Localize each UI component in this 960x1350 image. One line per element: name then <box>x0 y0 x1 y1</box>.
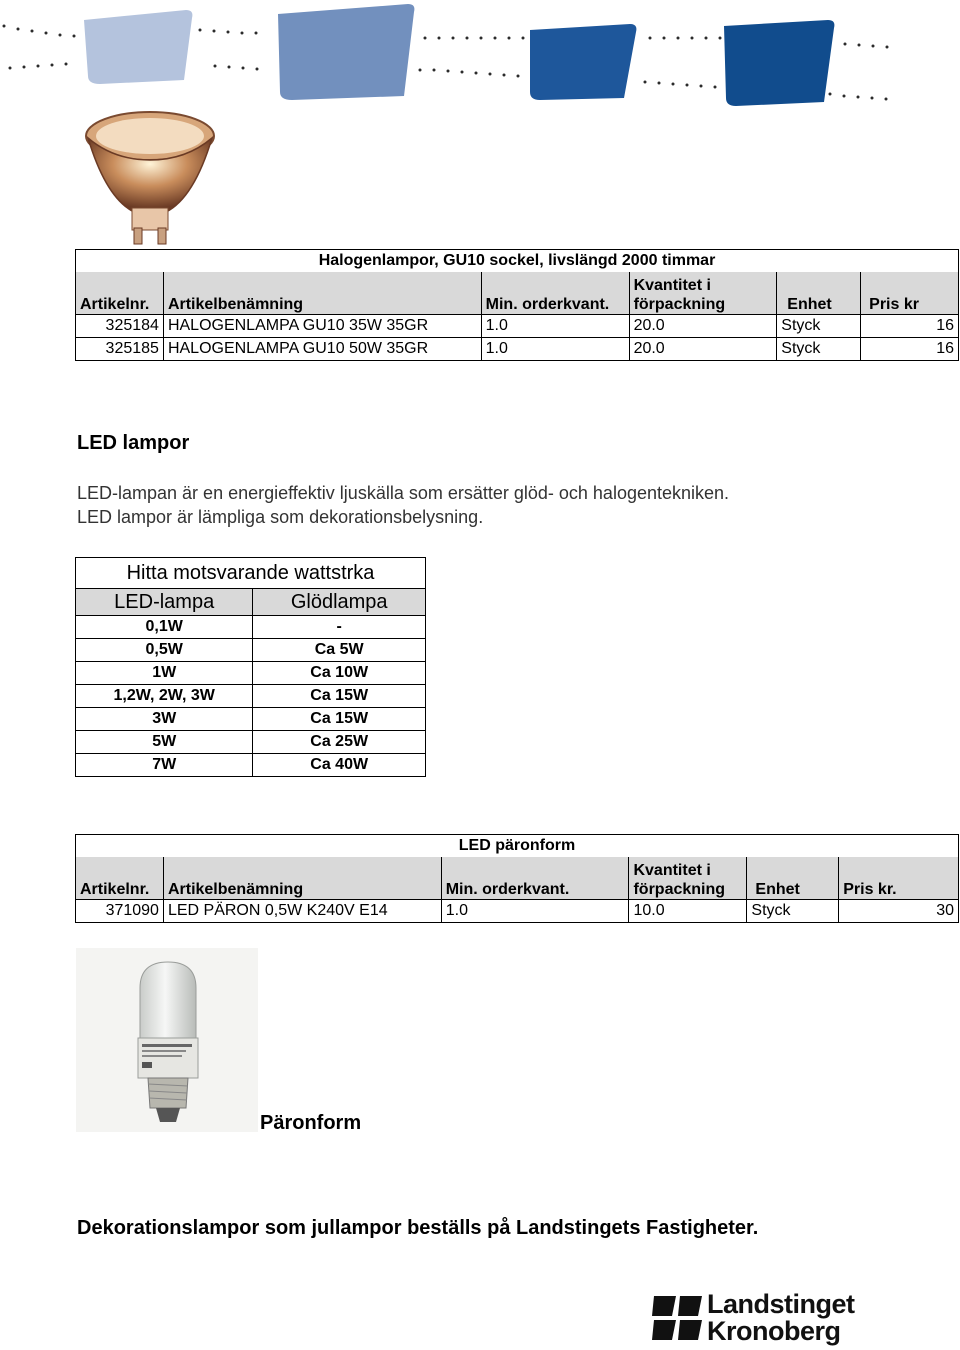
logo-line1: Landstinget <box>707 1289 855 1319</box>
header-led-lampa: LED-lampa <box>76 589 253 616</box>
table-row <box>76 662 426 685</box>
cell-enhet: Styck <box>777 338 861 361</box>
cell-pris: 16 <box>861 315 959 338</box>
deco-shape-3 <box>530 24 636 100</box>
cell-led: 3W <box>76 708 253 731</box>
header-kvantitet-line1: Kvantitet i <box>633 277 711 294</box>
cell-led: 1,2W, 2W, 3W <box>76 685 253 708</box>
footer-note: Dekorationslampor som jullampor beställs på Landstingets Fastigheter. <box>77 1217 759 1239</box>
header-artikelbenamning: Artikelbenämning <box>163 272 481 315</box>
cell-enhet: Styck <box>777 315 861 338</box>
cell-min-orderkvant: 1.0 <box>481 315 629 338</box>
cell-led: 0,5W <box>76 639 253 662</box>
cell-glod: Ca 40W <box>253 754 426 777</box>
pear-image-label: Päronform <box>260 1112 362 1134</box>
deco-shape-2 <box>278 4 414 100</box>
halogen-product-table <box>75 249 959 361</box>
header-min-orderkvant: Min. orderkvant. <box>441 857 629 900</box>
deco-shape-4 <box>724 20 834 106</box>
led-paragraph-line1: LED-lampan är en energieffektiv ljuskälla som ersätter glöd- och halogentekniken. <box>77 483 730 503</box>
cell-kvantitet: 20.0 <box>629 338 777 361</box>
table-row <box>76 639 426 662</box>
header-pris: Pris kr <box>861 272 959 315</box>
cell-pris: 16 <box>861 338 959 361</box>
cell-glod: - <box>253 616 426 639</box>
cell-led: 1W <box>76 662 253 685</box>
header-kvantitet-line2: förpackning <box>633 881 726 898</box>
cell-artikelnr: 371090 <box>76 900 164 923</box>
header-glodlampa: Glödlampa <box>253 589 426 616</box>
header-pris: Pris kr. <box>839 857 959 900</box>
header-kvantitet-line2: förpackning <box>633 296 726 313</box>
header-enhet: Enhet <box>747 857 839 900</box>
cell-glod: Ca 5W <box>253 639 426 662</box>
cell-artikelbenamning: HALOGENLAMPA GU10 50W 35GR <box>163 338 481 361</box>
table-row <box>76 708 426 731</box>
header-kvantitet-line1: Kvantitet i <box>633 862 711 879</box>
header-artikelnr: Artikelnr. <box>76 857 164 900</box>
led-heading: LED lampor <box>77 432 190 454</box>
cell-artikelbenamning: LED PÄRON 0,5W K240V E14 <box>163 900 441 923</box>
led-pear-bulb-image <box>76 948 258 1132</box>
header-min-orderkvant: Min. orderkvant. <box>481 272 629 315</box>
cell-led: 0,1W <box>76 616 253 639</box>
header-artikelnr: Artikelnr. <box>76 272 164 315</box>
led-paragraph-line2: LED lampor är lämpliga som dekorationsbelysning. <box>77 507 484 527</box>
watt-equivalence-table <box>75 557 426 777</box>
cell-kvantitet: 10.0 <box>629 900 747 923</box>
deco-shape-1 <box>84 10 192 84</box>
cell-glod: Ca 25W <box>253 731 426 754</box>
table-row <box>76 315 959 338</box>
cell-glod: Ca 10W <box>253 662 426 685</box>
cell-led: 5W <box>76 731 253 754</box>
cell-min-orderkvant: 1.0 <box>441 900 629 923</box>
halogen-table-caption: Halogenlampor, GU10 sockel, livslängd 2000 timmar <box>76 250 959 273</box>
led-pear-product-table <box>75 834 959 923</box>
pear-table-caption: LED päronform <box>76 835 959 858</box>
cell-glod: Ca 15W <box>253 708 426 731</box>
logo-mark-icon <box>652 1294 704 1342</box>
cell-artikelnr: 325185 <box>76 338 164 361</box>
table-row <box>76 338 959 361</box>
cell-artikelbenamning: HALOGENLAMPA GU10 35W 35GR <box>163 315 481 338</box>
cell-kvantitet: 20.0 <box>629 315 777 338</box>
table-row <box>76 685 426 708</box>
cell-min-orderkvant: 1.0 <box>481 338 629 361</box>
halogen-lamp-image <box>76 108 220 248</box>
cell-pris: 30 <box>839 900 959 923</box>
header-decoration <box>0 0 960 110</box>
cell-enhet: Styck <box>747 900 839 923</box>
cell-glod: Ca 15W <box>253 685 426 708</box>
landstinget-kronoberg-logo <box>652 1290 882 1350</box>
cell-artikelnr: 325184 <box>76 315 164 338</box>
watt-table-title: Hitta motsvarande wattstrka <box>76 558 426 589</box>
logo-line2: Kronoberg <box>707 1316 841 1346</box>
table-row <box>76 616 426 639</box>
header-kvantitet <box>629 857 747 900</box>
table-row <box>76 900 959 923</box>
cell-led: 7W <box>76 754 253 777</box>
header-artikelbenamning: Artikelbenämning <box>163 857 441 900</box>
table-row <box>76 731 426 754</box>
header-kvantitet <box>629 272 777 315</box>
header-enhet: Enhet <box>777 272 861 315</box>
table-row <box>76 754 426 777</box>
